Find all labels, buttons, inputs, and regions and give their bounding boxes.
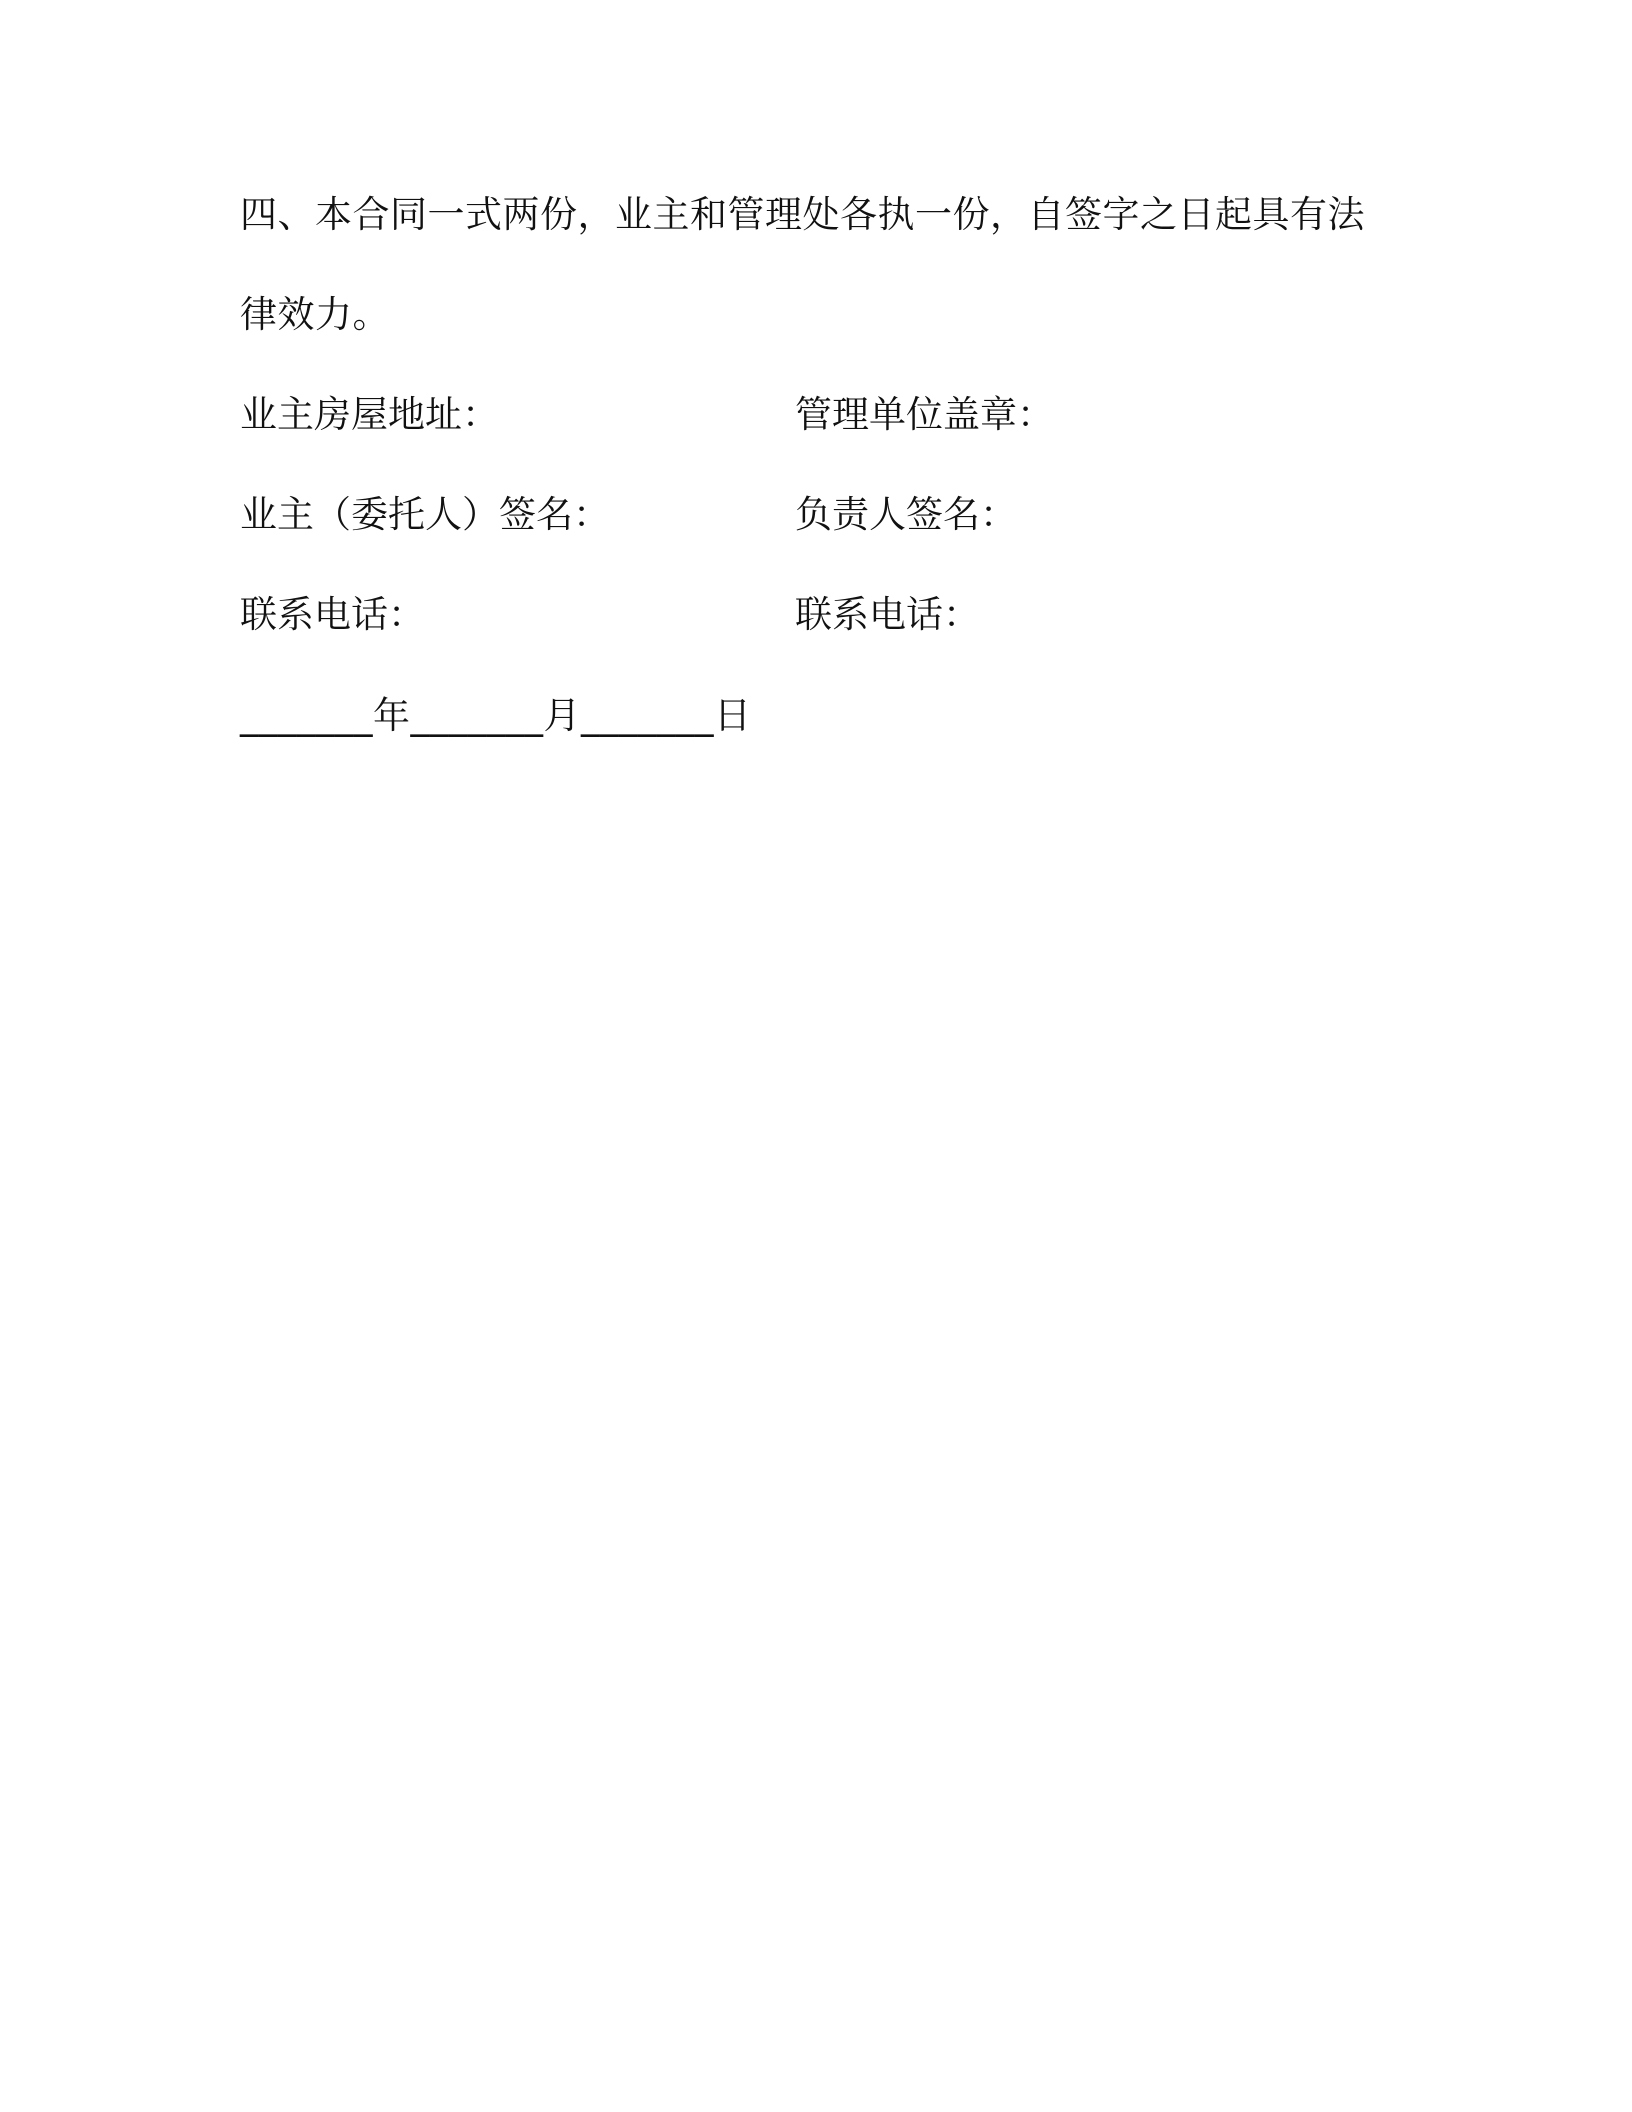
date-line: _______年_______月_______日 [240,694,752,737]
signature-row-phone [240,591,1440,639]
owner-phone-label: 联系电话： [240,593,425,636]
management-phone-label: 联系电话： [795,593,980,636]
responsible-signature-label: 负责人签名： [795,493,1017,536]
clause-line-1: 四、本合同一式两份，业主和管理处各执一份，自签字之日起具有法 [240,193,1365,236]
clause-line-2: 律效力。 [240,293,390,336]
signature-row-signatures [240,491,1440,539]
owner-signature-label: 业主（委托人）签名： [240,493,610,536]
management-seal-label: 管理单位盖章： [795,393,1054,436]
owner-address-label: 业主房屋地址： [240,393,499,436]
signature-row-address [240,391,1440,439]
